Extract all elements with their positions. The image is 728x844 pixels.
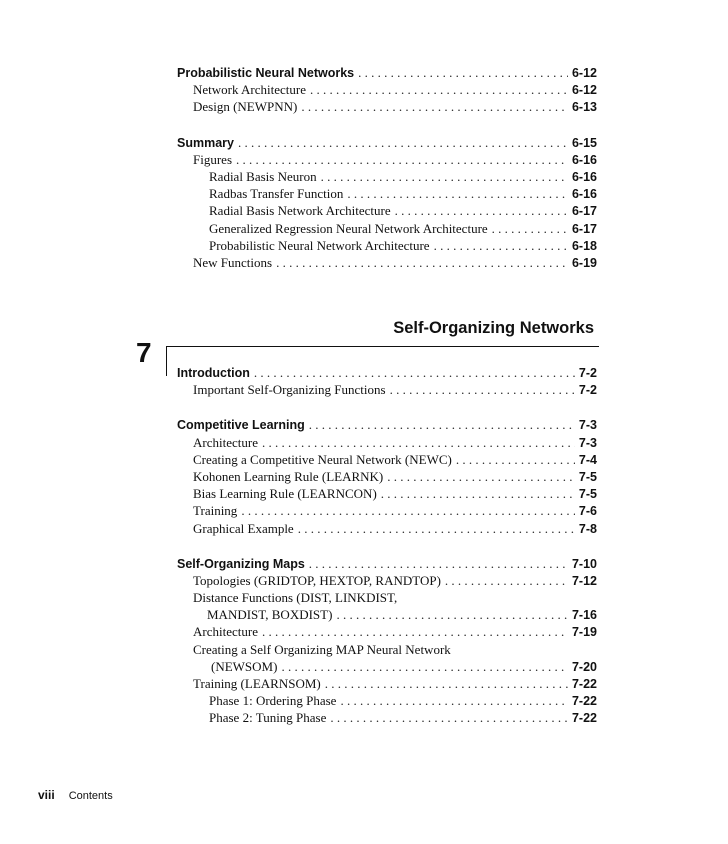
toc-entry-distance-functions-cont[interactable] bbox=[177, 606, 597, 623]
toc-entry-page: 7-5 bbox=[578, 487, 597, 502]
toc-entry-kohonen-learning-rule[interactable] bbox=[177, 468, 597, 485]
toc-entry-title: Radial Basis Neuron bbox=[209, 168, 317, 184]
dot-leader bbox=[492, 220, 568, 237]
dot-leader bbox=[340, 692, 568, 709]
toc-entry-title: Bias Learning Rule (LEARNCON) bbox=[193, 486, 377, 502]
toc-entry-distance-functions[interactable] bbox=[177, 589, 597, 606]
toc-entry-title: Probabilistic Neural Networks bbox=[177, 66, 355, 80]
toc-entry-page: 6-13 bbox=[571, 100, 597, 115]
footer-page-number: viii bbox=[38, 788, 55, 802]
toc-entry-page: 6-12 bbox=[571, 83, 597, 98]
dot-leader bbox=[276, 254, 568, 271]
dot-leader bbox=[262, 434, 575, 451]
dot-leader bbox=[298, 520, 575, 537]
toc-entry-page: 7-16 bbox=[571, 608, 597, 623]
chapter-rule bbox=[166, 346, 599, 347]
toc-entry-ordering-phase[interactable] bbox=[177, 692, 597, 709]
dot-leader bbox=[456, 451, 575, 468]
toc-entry-title: MANDIST, BOXDIST) bbox=[207, 607, 333, 623]
dot-leader bbox=[347, 185, 568, 202]
toc-entry-self-organizing-maps[interactable] bbox=[177, 555, 597, 572]
toc-entry-creating-som-cont[interactable] bbox=[177, 658, 597, 675]
toc-entry-title: Training bbox=[193, 503, 238, 519]
toc-entry-page: 7-20 bbox=[571, 659, 597, 674]
toc-entry-figures[interactable] bbox=[177, 151, 597, 168]
toc-entry-design-newpnn[interactable] bbox=[177, 98, 597, 115]
toc-entry-competitive-learning[interactable] bbox=[177, 416, 597, 433]
dot-leader bbox=[390, 381, 575, 398]
toc-entry-title: Phase 2: Tuning Phase bbox=[209, 710, 327, 726]
footer-label: Contents bbox=[68, 790, 113, 802]
dot-leader bbox=[309, 555, 568, 572]
toc-entry-training-learnsom[interactable] bbox=[177, 675, 597, 692]
toc-entry-page: 7-19 bbox=[571, 625, 597, 640]
toc-entry-radial-basis-neuron[interactable] bbox=[177, 168, 597, 185]
dot-leader bbox=[241, 502, 575, 519]
toc-entry-page: 7-5 bbox=[578, 469, 597, 484]
chapter-title[interactable]: Self-Organizing Networks bbox=[393, 319, 594, 337]
toc-entry-page: 7-3 bbox=[578, 435, 597, 450]
toc-entry-page: 7-2 bbox=[578, 366, 597, 380]
toc-entry-creating-competitive-network[interactable] bbox=[177, 451, 597, 468]
toc-entry-page: 7-6 bbox=[578, 504, 597, 519]
toc-entry-title: (NEWSOM) bbox=[211, 658, 278, 674]
dot-leader bbox=[238, 134, 568, 151]
dot-leader bbox=[321, 168, 568, 185]
toc-entry-page: 7-12 bbox=[571, 573, 597, 588]
toc-entry-tuning-phase[interactable] bbox=[177, 709, 597, 726]
toc-entry-grnn-architecture[interactable] bbox=[177, 220, 597, 237]
toc-entry-title: Self-Organizing Maps bbox=[177, 556, 305, 571]
toc-entry-page: 7-22 bbox=[571, 677, 597, 691]
toc-entry-title: Radial Basis Network Architecture bbox=[209, 203, 391, 219]
toc-entry-page: 6-15 bbox=[571, 135, 597, 150]
dot-leader bbox=[387, 468, 575, 485]
toc-entry-page: 6-17 bbox=[571, 221, 597, 236]
dot-leader bbox=[309, 416, 575, 433]
toc-entry-page: 7-8 bbox=[578, 521, 597, 536]
toc-entry-title: Topologies (GRIDTOP, HEXTOP, RANDTOP) bbox=[193, 572, 441, 588]
toc-entry-title: Training (LEARNSOM) bbox=[193, 676, 321, 691]
toc-entry-page: 7-22 bbox=[571, 694, 597, 709]
chapter-rule-vertical bbox=[166, 346, 167, 376]
dot-leader bbox=[336, 606, 568, 623]
toc-entry-page: 6-16 bbox=[571, 187, 597, 202]
toc-entry-new-functions[interactable] bbox=[177, 254, 597, 271]
toc-entry-page: 6-19 bbox=[571, 255, 597, 270]
dot-leader bbox=[262, 623, 568, 640]
toc-entry-page: 7-22 bbox=[571, 711, 597, 726]
dot-leader bbox=[281, 658, 568, 675]
toc-entry-title: Kohonen Learning Rule (LEARNK) bbox=[193, 468, 384, 484]
toc-entry-introduction[interactable] bbox=[177, 364, 597, 381]
toc-entry-title: Probabilistic Neural Network Architecture bbox=[209, 237, 430, 253]
dot-leader bbox=[325, 675, 568, 692]
toc-entry-page: 7-4 bbox=[578, 452, 597, 467]
toc-entry-page: 6-18 bbox=[571, 238, 597, 253]
toc-block-chapter-7 bbox=[177, 364, 597, 727]
toc-entry-important-functions[interactable] bbox=[177, 381, 597, 398]
toc-entry-radbas-transfer-function[interactable] bbox=[177, 185, 597, 202]
toc-entry-bias-learning-rule[interactable] bbox=[177, 485, 597, 502]
dot-leader bbox=[395, 202, 568, 219]
toc-entry-title: Architecture bbox=[193, 624, 258, 640]
dot-leader bbox=[445, 572, 568, 589]
toc-entry-pnn-architecture[interactable] bbox=[177, 237, 597, 254]
toc-entry-summary[interactable] bbox=[177, 134, 597, 151]
toc-entry-page: 7-3 bbox=[578, 418, 597, 433]
toc-entry-title: Competitive Learning bbox=[177, 418, 305, 433]
toc-entry-training[interactable] bbox=[177, 502, 597, 519]
toc-entry-title: Design (NEWPNN) bbox=[193, 99, 298, 115]
toc-entry-page: 6-16 bbox=[571, 152, 597, 167]
toc-entry-title: Radbas Transfer Function bbox=[209, 186, 344, 202]
chapter-number: 7 bbox=[136, 337, 152, 368]
toc-entry-topologies[interactable] bbox=[177, 572, 597, 589]
toc-entry-page: 7-2 bbox=[578, 383, 597, 398]
toc-entry-title: Creating a Competitive Neural Network (NEWC) bbox=[193, 451, 452, 467]
toc-entry-title: Generalized Regression Neural Network Architecture bbox=[209, 220, 488, 236]
toc-entry-probabilistic-neural-networks[interactable] bbox=[177, 64, 597, 81]
toc-entry-page: 6-16 bbox=[571, 169, 597, 184]
toc-entry-title: Creating a Self Organizing MAP Neural Network bbox=[193, 641, 451, 657]
toc-entry-graphical-example[interactable] bbox=[177, 520, 597, 537]
toc-entry-title: Summary bbox=[177, 135, 234, 150]
toc-entry-title: Distance Functions (DIST, LINKDIST, bbox=[193, 590, 398, 606]
toc-entry-title: Important Self-Organizing Functions bbox=[193, 382, 386, 398]
dot-leader bbox=[310, 81, 568, 98]
toc-entry-radial-basis-network-architecture[interactable] bbox=[177, 202, 597, 219]
dot-leader bbox=[236, 151, 568, 168]
page-footer bbox=[38, 786, 113, 804]
dot-leader bbox=[434, 237, 568, 254]
toc-entry-title: Introduction bbox=[177, 366, 250, 380]
toc-entry-page: 6-12 bbox=[571, 66, 597, 80]
toc-entry-title: New Functions bbox=[193, 254, 273, 270]
toc-entry-competitive-architecture[interactable] bbox=[177, 434, 597, 451]
toc-entry-som-architecture[interactable] bbox=[177, 623, 597, 640]
dot-leader bbox=[330, 709, 568, 726]
dot-leader bbox=[358, 64, 568, 81]
toc-entry-title: Architecture bbox=[193, 434, 258, 450]
toc-entry-network-architecture[interactable] bbox=[177, 81, 597, 98]
toc-entry-page: 6-17 bbox=[571, 204, 597, 219]
dot-leader bbox=[254, 364, 575, 381]
toc-entry-page: 7-10 bbox=[571, 556, 597, 571]
toc-entry-title: Figures bbox=[193, 151, 232, 167]
toc-entry-title: Phase 1: Ordering Phase bbox=[209, 693, 337, 709]
toc-block-chapter-6 bbox=[177, 64, 597, 271]
toc-entry-creating-som[interactable] bbox=[177, 641, 597, 658]
dot-leader bbox=[381, 485, 575, 502]
dot-leader bbox=[301, 98, 568, 115]
toc-entry-title: Network Architecture bbox=[193, 82, 306, 98]
toc-entry-title: Graphical Example bbox=[193, 520, 294, 536]
